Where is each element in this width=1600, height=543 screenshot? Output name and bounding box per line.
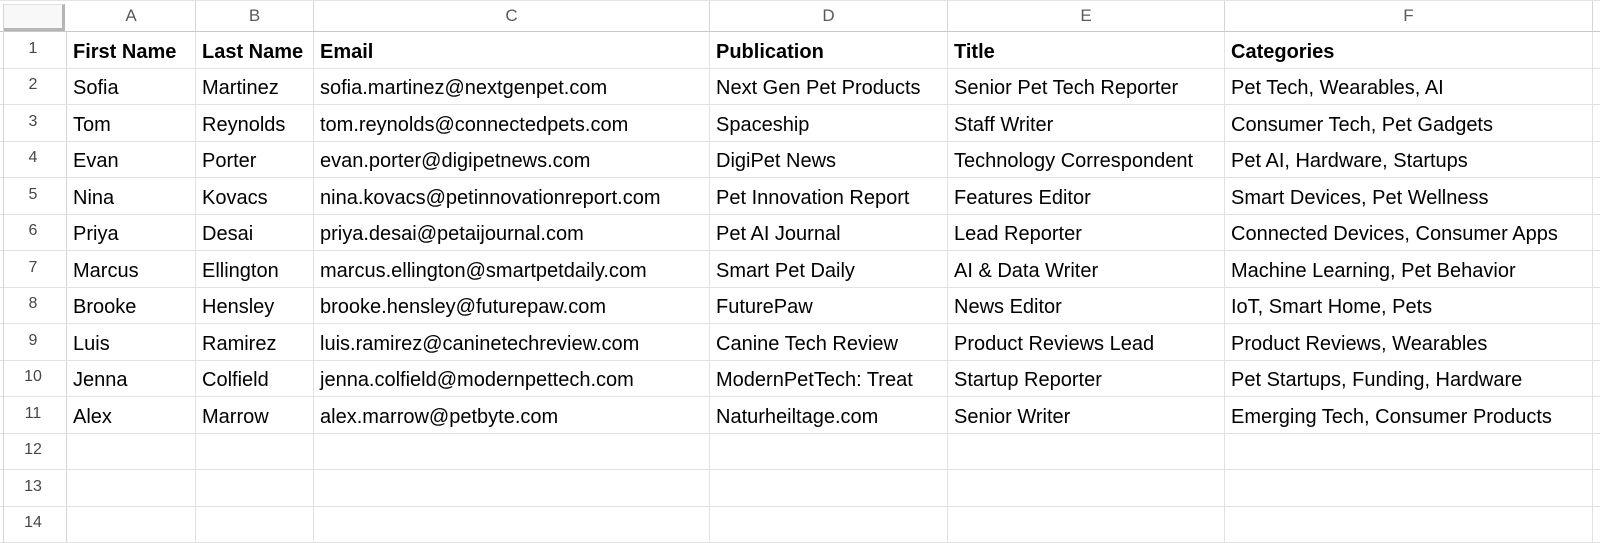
row-header-3[interactable]: 3 bbox=[0, 105, 67, 141]
cell-F8[interactable]: IoT, Smart Home, Pets bbox=[1225, 288, 1593, 324]
cell-B5[interactable]: Kovacs bbox=[196, 178, 314, 214]
row-header-1[interactable]: 1 bbox=[0, 32, 67, 68]
column-header-D[interactable]: D bbox=[710, 1, 948, 31]
cell-D3[interactable]: Spaceship bbox=[710, 105, 948, 141]
cell-F2[interactable]: Pet Tech, Wearables, AI bbox=[1225, 69, 1593, 105]
cell-A10[interactable]: Jenna bbox=[67, 361, 196, 397]
row-header-12[interactable]: 12 bbox=[0, 434, 67, 470]
row-header-11[interactable]: 11 bbox=[0, 397, 67, 433]
cell-B3[interactable]: Reynolds bbox=[196, 105, 314, 141]
cell-B14[interactable] bbox=[196, 507, 314, 543]
cell-B4[interactable]: Porter bbox=[196, 142, 314, 178]
cell-D1[interactable]: Publication bbox=[710, 32, 948, 68]
column-header-C[interactable]: C bbox=[314, 1, 710, 31]
cell-B12[interactable] bbox=[196, 434, 314, 470]
row-header-10[interactable]: 10 bbox=[0, 361, 67, 397]
cell-B6[interactable]: Desai bbox=[196, 215, 314, 251]
cell-F5[interactable]: Smart Devices, Pet Wellness bbox=[1225, 178, 1593, 214]
cell-partial-1 bbox=[1593, 32, 1600, 68]
cell-D7[interactable]: Smart Pet Daily bbox=[710, 251, 948, 287]
cell-C4[interactable]: evan.porter@digipetnews.com bbox=[314, 142, 710, 178]
cell-C8[interactable]: brooke.hensley@futurepaw.com bbox=[314, 288, 710, 324]
cell-D10[interactable]: ModernPetTech: Treat bbox=[710, 361, 948, 397]
cell-partial-4 bbox=[1593, 142, 1600, 178]
row-header-14[interactable]: 14 bbox=[0, 507, 67, 543]
cell-B13[interactable] bbox=[196, 470, 314, 506]
column-header-partial bbox=[1593, 1, 1600, 31]
cell-partial-13 bbox=[1593, 470, 1600, 506]
cell-F4[interactable]: Pet AI, Hardware, Startups bbox=[1225, 142, 1593, 178]
row-header-8[interactable]: 8 bbox=[0, 288, 67, 324]
cell-D8[interactable]: FuturePaw bbox=[710, 288, 948, 324]
sheet-row-4 bbox=[0, 142, 1600, 179]
cell-E11[interactable]: Senior Writer bbox=[948, 397, 1225, 433]
row-header-2[interactable]: 2 bbox=[0, 69, 67, 105]
sheet-row-13 bbox=[0, 470, 1600, 507]
cell-F3[interactable]: Consumer Tech, Pet Gadgets bbox=[1225, 105, 1593, 141]
cell-D9[interactable]: Canine Tech Review bbox=[710, 324, 948, 360]
cell-partial-10 bbox=[1593, 361, 1600, 397]
cell-partial-6 bbox=[1593, 215, 1600, 251]
cell-partial-7 bbox=[1593, 251, 1600, 287]
cell-A14[interactable] bbox=[67, 507, 196, 543]
cell-F10[interactable]: Pet Startups, Funding, Hardware bbox=[1225, 361, 1593, 397]
sheet-row-9 bbox=[0, 324, 1600, 361]
cell-B8[interactable]: Hensley bbox=[196, 288, 314, 324]
cell-A12[interactable] bbox=[67, 434, 196, 470]
cell-F9[interactable]: Product Reviews, Wearables bbox=[1225, 324, 1593, 360]
cell-D12[interactable] bbox=[710, 434, 948, 470]
sheet-row-10 bbox=[0, 361, 1600, 398]
select-all-corner[interactable] bbox=[0, 1, 67, 31]
cell-C6[interactable]: priya.desai@petaijournal.com bbox=[314, 215, 710, 251]
cell-C1[interactable]: Email bbox=[314, 32, 710, 68]
sheet-row-8 bbox=[0, 288, 1600, 325]
cell-C7[interactable]: marcus.ellington@smartpetdaily.com bbox=[314, 251, 710, 287]
column-header-A[interactable]: A bbox=[67, 1, 196, 31]
cell-D13[interactable] bbox=[710, 470, 948, 506]
cell-C12[interactable] bbox=[314, 434, 710, 470]
cell-partial-9 bbox=[1593, 324, 1600, 360]
cell-E9[interactable]: Product Reviews Lead bbox=[948, 324, 1225, 360]
cell-D5[interactable]: Pet Innovation Report bbox=[710, 178, 948, 214]
sheet-row-12 bbox=[0, 434, 1600, 471]
cell-B11[interactable]: Marrow bbox=[196, 397, 314, 433]
cell-D4[interactable]: DigiPet News bbox=[710, 142, 948, 178]
cell-A4[interactable]: Evan bbox=[67, 142, 196, 178]
cell-C11[interactable]: alex.marrow@petbyte.com bbox=[314, 397, 710, 433]
cell-C9[interactable]: luis.ramirez@caninetechreview.com bbox=[314, 324, 710, 360]
cell-E12[interactable] bbox=[948, 434, 1225, 470]
cell-E4[interactable]: Technology Correspondent bbox=[948, 142, 1225, 178]
cell-F11[interactable]: Emerging Tech, Consumer Products bbox=[1225, 397, 1593, 433]
cell-E1[interactable]: Title bbox=[948, 32, 1225, 68]
cell-D14[interactable] bbox=[710, 507, 948, 543]
sheet-row-5 bbox=[0, 178, 1600, 215]
cell-E10[interactable]: Startup Reporter bbox=[948, 361, 1225, 397]
cell-D2[interactable]: Next Gen Pet Products bbox=[710, 69, 948, 105]
column-header-strip bbox=[0, 1, 1600, 32]
cell-E8[interactable]: News Editor bbox=[948, 288, 1225, 324]
cell-A7[interactable]: Marcus bbox=[67, 251, 196, 287]
cell-F13[interactable] bbox=[1225, 470, 1593, 506]
cell-D6[interactable]: Pet AI Journal bbox=[710, 215, 948, 251]
cell-A8[interactable]: Brooke bbox=[67, 288, 196, 324]
cell-partial-3 bbox=[1593, 105, 1600, 141]
cell-partial-11 bbox=[1593, 397, 1600, 433]
sheet-row-1 bbox=[0, 32, 1600, 69]
sheet-row-2 bbox=[0, 69, 1600, 106]
cell-A11[interactable]: Alex bbox=[67, 397, 196, 433]
cell-D11[interactable]: Naturheiltage.com bbox=[710, 397, 948, 433]
column-header-B[interactable]: B bbox=[196, 1, 314, 31]
cell-partial-14 bbox=[1593, 507, 1600, 543]
sheet-row-3 bbox=[0, 105, 1600, 142]
row-header-9[interactable]: 9 bbox=[0, 324, 67, 360]
cell-F1[interactable]: Categories bbox=[1225, 32, 1593, 68]
cell-C3[interactable]: tom.reynolds@connectedpets.com bbox=[314, 105, 710, 141]
cell-E13[interactable] bbox=[948, 470, 1225, 506]
cell-B7[interactable]: Ellington bbox=[196, 251, 314, 287]
cell-B2[interactable]: Martinez bbox=[196, 69, 314, 105]
cell-A5[interactable]: Nina bbox=[67, 178, 196, 214]
row-header-5[interactable]: 5 bbox=[0, 178, 67, 214]
cell-A3[interactable]: Tom bbox=[67, 105, 196, 141]
cell-C14[interactable] bbox=[314, 507, 710, 543]
sheet-left-edge bbox=[3, 4, 4, 543]
cell-C13[interactable] bbox=[314, 470, 710, 506]
cell-C10[interactable]: jenna.colfield@modernpettech.com bbox=[314, 361, 710, 397]
cell-E2[interactable]: Senior Pet Tech Reporter bbox=[948, 69, 1225, 105]
cell-F6[interactable]: Connected Devices, Consumer Apps bbox=[1225, 215, 1593, 251]
cell-A13[interactable] bbox=[67, 470, 196, 506]
sheet-row-14 bbox=[0, 507, 1600, 543]
cell-A1[interactable]: First Name bbox=[67, 32, 196, 68]
cell-A6[interactable]: Priya bbox=[67, 215, 196, 251]
column-header-F[interactable]: F bbox=[1225, 1, 1593, 31]
row-header-13[interactable]: 13 bbox=[0, 470, 67, 506]
row-header-6[interactable]: 6 bbox=[0, 215, 67, 251]
cell-E5[interactable]: Features Editor bbox=[948, 178, 1225, 214]
cell-A9[interactable]: Luis bbox=[67, 324, 196, 360]
cell-partial-12 bbox=[1593, 434, 1600, 470]
cell-C2[interactable]: sofia.martinez@nextgenpet.com bbox=[314, 69, 710, 105]
cell-E3[interactable]: Staff Writer bbox=[948, 105, 1225, 141]
cell-partial-2 bbox=[1593, 69, 1600, 105]
cell-E7[interactable]: AI & Data Writer bbox=[948, 251, 1225, 287]
cell-F14[interactable] bbox=[1225, 507, 1593, 543]
sheet-row-11 bbox=[0, 397, 1600, 434]
cell-B1[interactable]: Last Name bbox=[196, 32, 314, 68]
select-all-box-icon bbox=[3, 4, 65, 31]
cell-A2[interactable]: Sofia bbox=[67, 69, 196, 105]
cell-B10[interactable]: Colfield bbox=[196, 361, 314, 397]
cell-E14[interactable] bbox=[948, 507, 1225, 543]
cell-E6[interactable]: Lead Reporter bbox=[948, 215, 1225, 251]
cell-F7[interactable]: Machine Learning, Pet Behavior bbox=[1225, 251, 1593, 287]
row-header-4[interactable]: 4 bbox=[0, 142, 67, 178]
row-header-7[interactable]: 7 bbox=[0, 251, 67, 287]
cell-partial-8 bbox=[1593, 288, 1600, 324]
cell-C5[interactable]: nina.kovacs@petinnovationreport.com bbox=[314, 178, 710, 214]
grid-body bbox=[0, 32, 1600, 543]
sheet-row-7 bbox=[0, 251, 1600, 288]
cell-B9[interactable]: Ramirez bbox=[196, 324, 314, 360]
cell-partial-5 bbox=[1593, 178, 1600, 214]
sheet-row-6 bbox=[0, 215, 1600, 252]
column-header-E[interactable]: E bbox=[948, 1, 1225, 31]
cell-F12[interactable] bbox=[1225, 434, 1593, 470]
